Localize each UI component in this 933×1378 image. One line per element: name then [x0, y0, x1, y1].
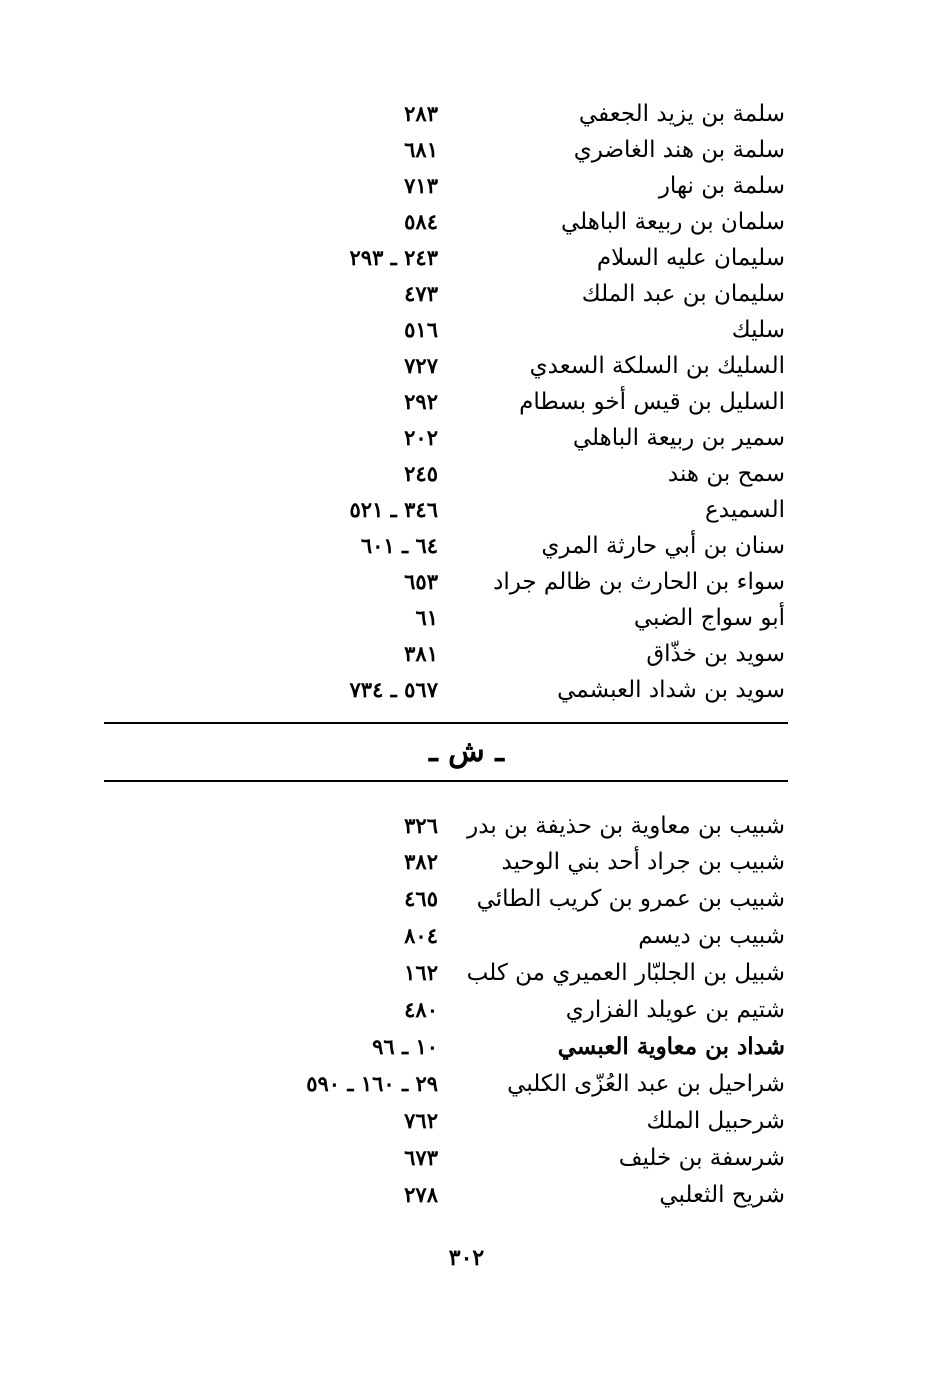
entry-name: شراحيل بن عبد العُزّى الكلبي	[507, 1071, 785, 1097]
entry-name: سويد بن خذّاق	[646, 641, 785, 667]
entry-pages: ٢٤٥	[404, 461, 438, 486]
entry-name: شبيب بن معاوية بن حذيفة بن بدر	[467, 813, 785, 839]
index-entry	[0, 1066, 933, 1102]
entry-name: سليمان بن عبد الملك	[581, 281, 785, 307]
entry-name: سلمان بن ربيعة الباهلي	[560, 209, 785, 235]
index-entry	[0, 384, 933, 420]
entry-name: شداد بن معاوية العبسي	[557, 1033, 785, 1060]
index-entry	[0, 168, 933, 204]
entry-pages: ٧١٣	[404, 173, 438, 198]
entry-pages: ٤٧٣	[404, 281, 438, 306]
index-entry	[0, 276, 933, 312]
index-entry	[0, 1177, 933, 1213]
entry-name: شبيب بن ديسم	[638, 923, 785, 949]
index-entry	[0, 1029, 933, 1065]
index-entry	[0, 955, 933, 991]
entry-pages: ٣٨١	[404, 641, 438, 666]
entry-pages: ٦٥٣	[404, 569, 438, 594]
entry-name: سويد بن شداد العبشمي	[557, 677, 785, 703]
entry-pages: ٥٦٧ ـ ٧٣٤	[349, 677, 438, 702]
index-entry	[0, 918, 933, 954]
index-entry	[0, 1140, 933, 1176]
entry-pages: ٢٠٢	[404, 425, 438, 450]
index-entry	[0, 808, 933, 844]
index-entry	[0, 132, 933, 168]
section-letter-heading: ـ ش ـ	[428, 734, 505, 769]
entry-name: سلمة بن نهار	[658, 173, 785, 199]
index-entry	[0, 564, 933, 600]
index-entry	[0, 492, 933, 528]
entry-name: سلمة بن يزيد الجعفي	[578, 101, 785, 127]
index-entry	[0, 420, 933, 456]
entry-name: السليك بن السلكة السعدي	[529, 353, 785, 379]
entry-name: شتيم بن عويلد الفزاري	[565, 997, 785, 1023]
entry-name: سمح بن هند	[667, 461, 785, 487]
entry-pages: ٦٨١	[404, 137, 438, 162]
entry-pages: ١٠ ـ ٩٦	[372, 1034, 438, 1059]
index-entry	[0, 348, 933, 384]
entry-pages: ٥١٦	[404, 317, 438, 342]
index-entry	[0, 881, 933, 917]
index-entry	[0, 204, 933, 240]
entry-pages: ٦٤ ـ ٦٠١	[360, 533, 438, 558]
entry-pages: ٤٨٠	[404, 997, 438, 1022]
entry-pages: ٥٨٤	[404, 209, 438, 234]
index-entry	[0, 1103, 933, 1139]
entry-pages: ٧٦٢	[404, 1108, 438, 1133]
bottom-divider-rule	[104, 780, 788, 782]
top-divider-rule	[104, 722, 788, 724]
entry-name: سنان بن أبي حارثة المري	[541, 533, 785, 559]
entry-name: السليل بن قيس أخو بسطام	[519, 389, 785, 415]
entry-pages: ٢٤٣ ـ ٢٩٣	[349, 245, 438, 270]
entry-name: شبيب بن عمرو بن كريب الطائي	[476, 886, 785, 912]
entry-pages: ٤٦٥	[404, 886, 438, 911]
index-entry	[0, 240, 933, 276]
entry-pages: ٦١	[415, 605, 438, 630]
index-entry	[0, 844, 933, 880]
entry-name: شرسفة بن خليف	[618, 1145, 785, 1171]
entry-pages: ٦٧٣	[404, 1145, 438, 1170]
entry-name: شرحبيل الملك	[646, 1108, 785, 1134]
index-entry	[0, 312, 933, 348]
entry-pages: ١٦٢	[404, 960, 438, 985]
entry-name: سمير بن ربيعة الباهلي	[572, 425, 785, 451]
index-entry	[0, 992, 933, 1028]
entry-name: السميدع	[705, 497, 785, 523]
index-entry	[0, 636, 933, 672]
index-entry	[0, 672, 933, 708]
entry-name: شريح الثعلبي	[659, 1182, 785, 1208]
entry-name: سواء بن الحارث بن ظالم جراد	[493, 569, 785, 595]
entry-name: سليك	[731, 317, 785, 343]
entry-pages: ٢٩ ـ ١٦٠ ـ ٥٩٠	[306, 1071, 438, 1096]
entry-pages: ٨٠٤	[404, 923, 438, 948]
entry-name: أبو سواج الضبي	[633, 605, 785, 631]
entry-pages: ٣٨٢	[404, 849, 438, 874]
entry-pages: ٢٩٢	[404, 389, 438, 414]
entry-name: شبيب بن جراد أحد بني الوحيد	[501, 849, 785, 875]
entry-name: سلمة بن هند الغاضري	[573, 137, 785, 163]
entry-pages: ٣٤٦ ـ ٥٢١	[349, 497, 438, 522]
page-number: ٣٠٢	[448, 1245, 485, 1271]
index-entry	[0, 528, 933, 564]
entry-pages: ٢٨٣	[404, 101, 438, 126]
entry-name: سليمان عليه السلام	[596, 245, 785, 271]
entry-pages: ٢٧٨	[404, 1182, 438, 1207]
index-entry	[0, 96, 933, 132]
index-entry	[0, 456, 933, 492]
entry-pages: ٧٢٧	[404, 353, 438, 378]
entry-name: شبيل بن الجلبّار العميري من كلب	[466, 960, 785, 986]
index-entry	[0, 600, 933, 636]
entry-pages: ٣٢٦	[404, 813, 438, 838]
